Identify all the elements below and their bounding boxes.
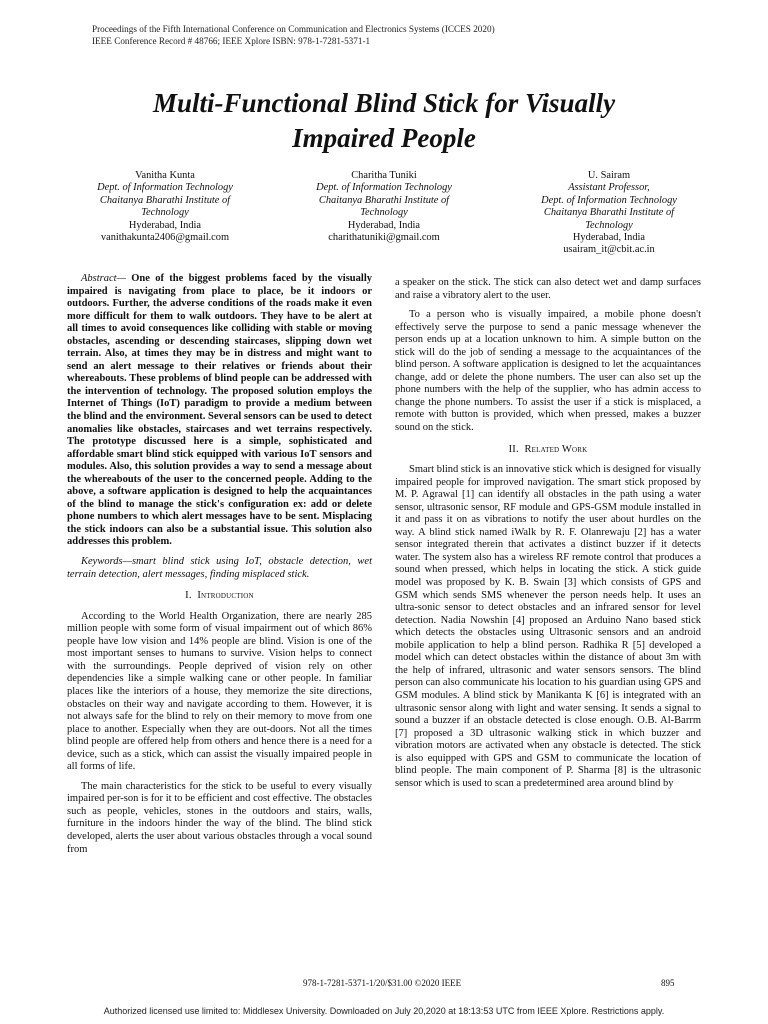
body-paragraph: According to the World Health Organization, there are nearly 285 million people with some form of visual impairment out of which 86% people have low vision and 14% people are blind. Vision is one of the most important senses to humans to survive. Vision helps to connect with the surroundings. People deprived of vision rely on other dependencies like a simple walking cane or other people. In familiar places like the interiors of a house, they memorize the site directions, obstacles on their way and navigate according to them. However, it is not always safe for the blind to rely on their memory to move from one place to another. Especially when they are out-doors. Not all the times blind people are offered help from others and hence there is a need for a device, such as a stick, which can assist the visually impaired people in all forms of life.	[67, 610, 372, 773]
section-number: II.	[508, 443, 519, 455]
section-heading-related-work	[395, 444, 701, 457]
author-affiliation: Chaitanya Bharathi Institute of	[99, 194, 231, 206]
keywords-text: smart blind stick using IoT, obstacle detection, wet terrain detection, alert messages, finding misplaced stick.	[67, 556, 372, 580]
abstract-text: One of the biggest problems faced by the visually impaired is navigating from place to place, be it indoors or outdoors. Further, the adverse conditions of the roads make it even more difficult for them to walk outdoors. They have to be alert at all times to avoid consequences like colliding with stable or moving obstacles, ascending or descending staircases, slipping down wet terrain. Also, at times they may be in distress and might want to send an alert message to their relatives or friends about their whereabouts. These problems of blind people can be addressed with the intervention of technology. The proposed solution employs the Internet of Things (IoT) paradigm to provide a medium between the blind and the environment. Several sensors can be used to detect anomalies like obstacles, staircases and wet terrains respectively. The prototype discussed here is a simple, sophisticated and affordable smart blind stick equipped with various IoT sensors and modules. Also, this solution provides a way to send a message about the whereabouts of the user to the concerned people. Adding to the above, a software application is designed to help the acquaintances of the blind to manage the stick's configuration ex: add or delete phone numbers to which alert messages have to be sent. Misplacing the stick indoors can also be a substantial issue. This solution also addresses this problem.	[67, 273, 372, 548]
copyright-code: 978-1-7281-5371-1/20/$31.00 ©2020 IEEE	[303, 978, 462, 988]
right-column	[395, 277, 701, 797]
section-number: I.	[185, 590, 192, 602]
conference-record-line: IEEE Conference Record # 48766; IEEE Xplore ISBN: 978-1-7281-5371-1	[92, 36, 371, 46]
author-city: Hyderabad, India	[347, 219, 421, 231]
body-paragraph: To a person who is visually impaired, a mobile phone doesn't effectively serve the purpose to send a panic message whenever the person ends up at a location unknown to him. A simple button on the stick will do the job of sending a message to the acquaintances of the blind person. A software application is designed to let the acquaintances change, add or delete the phone numbers. The user can also set up the phone numbers with the help of the supplier, who has admin access to change the phone numbers. To assist the user if a stick is misplaced, a remote with button is provided, which when pressed, makes a buzzer sound on the stick.	[395, 309, 701, 434]
author-name: U. Sairam	[587, 170, 631, 181]
author-email[interactable]: vanithakunta2406@gmail.com	[100, 232, 230, 244]
author-email[interactable]: usairam_it@cbit.ac.in	[563, 244, 655, 256]
conference-header	[92, 23, 692, 47]
author-block	[0, 170, 768, 262]
author-name: Charitha Tuniki	[351, 170, 417, 181]
author-name: Vanitha Kunta	[135, 170, 195, 181]
license-notice: Authorized licensed use limited to: Middlesex University. Downloaded on July 20,2020 at 18:13:53 UTC from IEEE Xplore. Restrictions apply.	[103, 1006, 665, 1016]
body-paragraph: The main characteristics for the stick to be useful to every visually impaired per-son is for it to be efficient and cost effective. The obstacles such as people, vehicles, stones in the outdoors and stairs, walls, furniture in the indoors hinder the way of the blind. The blind stick developed, alerts the user about various obstacles through a vocal sound from	[67, 780, 372, 855]
author-affiliation: Technology	[141, 207, 189, 219]
author-city: Hyderabad, India	[572, 232, 646, 244]
paper-title-line: Multi-Functional Blind Stick for Visually	[152, 88, 616, 118]
author-affiliation: Technology	[585, 219, 633, 231]
author-card	[499, 170, 719, 257]
keywords-paragraph	[67, 556, 372, 581]
author-affiliation: Chaitanya Bharathi Institute of	[318, 194, 450, 206]
abstract-label: Abstract—	[81, 273, 126, 284]
section-title: Related Work	[524, 443, 588, 455]
left-column	[67, 273, 372, 863]
keywords-label: Keywords—	[81, 556, 132, 568]
author-affiliation: Dept. of Information Technology	[541, 194, 677, 206]
abstract-paragraph	[67, 273, 372, 549]
author-affiliation: Dept. of Information Technology	[316, 182, 452, 194]
page-footer	[0, 978, 768, 992]
page-number: 895	[661, 978, 675, 988]
author-affiliation: Technology	[360, 207, 408, 219]
author-card	[274, 170, 494, 244]
section-heading-introduction	[67, 590, 372, 603]
paper-title	[40, 86, 728, 156]
author-city: Hyderabad, India	[128, 219, 202, 231]
body-paragraph: Smart blind stick is an innovative stick which is designed for visually impaired people for improved navigation. The smart stick proposed by M. P. Agrawal [1] can identify all obstacles in the path using a water sensor, ultrasonic sensor, RF module and GPS-GSM module installed in it and pass it on as vibrations to notify the user about hurdles on the way. A blind stick named iWalk by R. F. Olanrewaju [2] has a water sensor integrated therein that activates a distinct buzzer if it detects water. The system also has a wireless RF remote control that produces a sound when pressed, which helps in locating the stick. A stick guide model was proposed by K. B. Swain [3] which consists of GPS and GSM which sends SMS whenever the person needs help. It uses an ultra-sonic sensor to detect obstacles and an infrared sensor for level detection. Nadia Nowshin [4] proposed an Arduino Nano based stick which detects the obstacles using Ultrasonic sensors and an android mobile application to help a blind person. Radhika R [5] developed a model which can detect obstacles within the distance of about 3m with the help of infrared, ultrasonic and water sensors sensors. The blind person can also communicate his location to his guardian using GPS and GSM modules. A blind stick by Manikanta K [6] is integrated with an ultrasonic sensor along with light and water sensing. It sends a signal to sound a buzzer if an obstacle detected is close enough. O.B. Al-Barrm [7] proposed a 3D ultrasonic walking stick in which buzzer and vibration motors are activated when any obstacle is detected. The stick is also equipped with GPS and GSM to communicate the location of blind people. The main component of P. Sharma [8] is the ultrasonic sensor which is used to scan a predetermined area around blind by	[395, 464, 701, 789]
author-email[interactable]: charithatuniki@gmail.com	[328, 232, 440, 244]
paper-title-line: Impaired People	[292, 123, 476, 153]
author-affiliation: Assistant Professor,	[568, 182, 650, 194]
section-title: Introduction	[197, 590, 254, 602]
body-paragraph: a speaker on the stick. The stick can also detect wet and damp surfaces and raise a vibratory alert to the user.	[395, 277, 701, 301]
conference-header-line: Proceedings of the Fifth International Conference on Communication and Electronics Systems (ICCES 2020)	[92, 24, 495, 34]
author-affiliation: Chaitanya Bharathi Institute of	[543, 207, 675, 219]
author-affiliation: Dept. of Information Technology	[97, 182, 233, 194]
author-card	[55, 170, 275, 244]
